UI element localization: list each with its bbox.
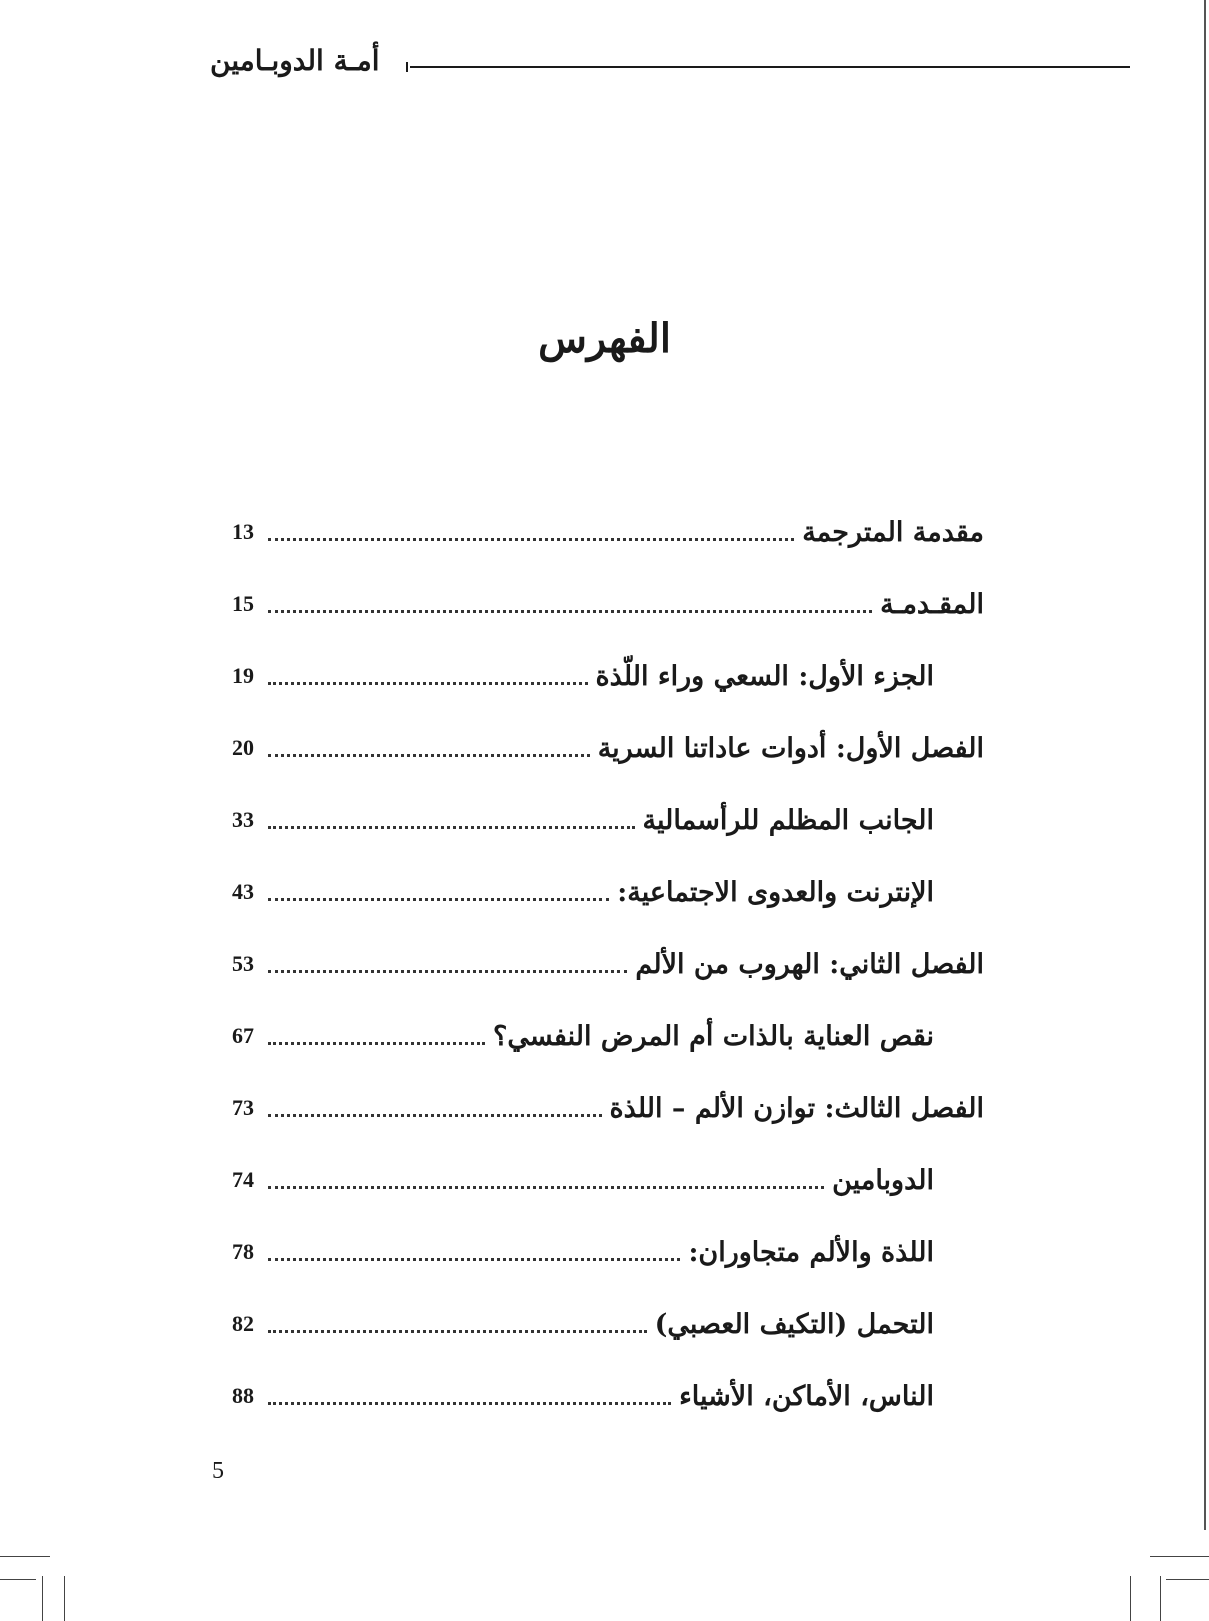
header-rule-tick — [406, 62, 408, 72]
crop-mark — [1160, 1576, 1161, 1621]
toc-entry-label: الفصل الثاني: الهروب من الألم — [635, 948, 984, 980]
crop-mark — [0, 1579, 36, 1580]
dot-leader — [268, 1330, 647, 1333]
toc-entry-label: الإنترنت والعدوى الاجتماعية: — [617, 876, 934, 908]
toc-entry-page: 33 — [232, 807, 254, 832]
dot-leader — [268, 1114, 602, 1117]
dot-leader — [268, 610, 872, 613]
toc-entry — [232, 496, 984, 568]
toc-entry-page: 13 — [232, 519, 254, 544]
toc-entry — [232, 1072, 984, 1144]
toc-entry — [232, 1360, 984, 1432]
toc-entry-page: 74 — [232, 1167, 254, 1192]
crop-mark — [64, 1576, 65, 1621]
dot-leader — [268, 1042, 485, 1045]
crop-mark — [42, 1576, 43, 1621]
toc-entry-page: 43 — [232, 879, 254, 904]
crop-mark — [0, 1556, 50, 1557]
crop-mark — [1166, 1579, 1209, 1580]
dot-leader — [268, 970, 627, 973]
toc-entry — [232, 1000, 984, 1072]
dot-leader — [268, 826, 635, 829]
dot-leader — [268, 1402, 671, 1405]
toc-entry-page: 15 — [232, 591, 254, 616]
dot-leader — [268, 682, 588, 685]
toc-entry — [232, 1144, 984, 1216]
toc-entry-page: 19 — [232, 663, 254, 688]
toc-entry — [232, 928, 984, 1000]
toc-entry-label: المقـدمـة — [880, 588, 984, 620]
dot-leader — [268, 1186, 824, 1189]
header-rule — [410, 66, 1130, 68]
toc-entry-label: نقص العناية بالذات أم المرض النفسي؟ — [493, 1020, 934, 1052]
toc-entry — [232, 712, 984, 784]
toc-entry-page: 67 — [232, 1023, 254, 1048]
toc-entry-label: الفصل الأول: أدوات عاداتنا السرية — [597, 732, 984, 764]
toc-entry — [232, 568, 984, 640]
dot-leader — [268, 754, 590, 757]
crop-mark — [1130, 1576, 1131, 1621]
toc-entry-label: الجانب المظلم للرأسمالية — [642, 804, 934, 836]
toc-entry — [232, 1216, 984, 1288]
running-header — [210, 40, 1130, 90]
toc-entry — [232, 640, 984, 712]
toc-entry-page: 78 — [232, 1239, 254, 1264]
toc-entry-label: اللذة والألم متجاوران: — [688, 1236, 934, 1268]
toc-entry-label: الدوبامين — [832, 1164, 934, 1196]
dot-leader — [268, 538, 794, 541]
toc-entry-page: 20 — [232, 735, 254, 760]
toc-entry-label: مقدمة المترجمة — [802, 516, 984, 548]
toc-entry-page: 73 — [232, 1095, 254, 1120]
toc-entry-label: الفصل الثالث: توازن الألم – اللذة — [609, 1092, 984, 1124]
toc-list — [232, 496, 984, 1432]
toc-entry-page: 53 — [232, 951, 254, 976]
toc-title: الفهرس — [538, 315, 671, 362]
page-number: 5 — [212, 1458, 224, 1484]
toc-entry — [232, 784, 984, 856]
toc-entry-label: الجزء الأول: السعي وراء اللّذة — [595, 660, 934, 692]
toc-entry-label: التحمل (التكيف العصبي) — [654, 1308, 934, 1340]
toc-entry — [232, 1288, 984, 1360]
dot-leader — [268, 1258, 680, 1261]
crop-mark — [1150, 1556, 1209, 1557]
dot-leader — [268, 898, 609, 901]
toc-entry-page: 88 — [232, 1383, 254, 1408]
toc-entry-page: 82 — [232, 1311, 254, 1336]
toc-entry — [232, 856, 984, 928]
running-title: أمـة الدوبـامين — [210, 44, 380, 77]
toc-entry-label: الناس، الأماكن، الأشياء — [679, 1380, 934, 1412]
